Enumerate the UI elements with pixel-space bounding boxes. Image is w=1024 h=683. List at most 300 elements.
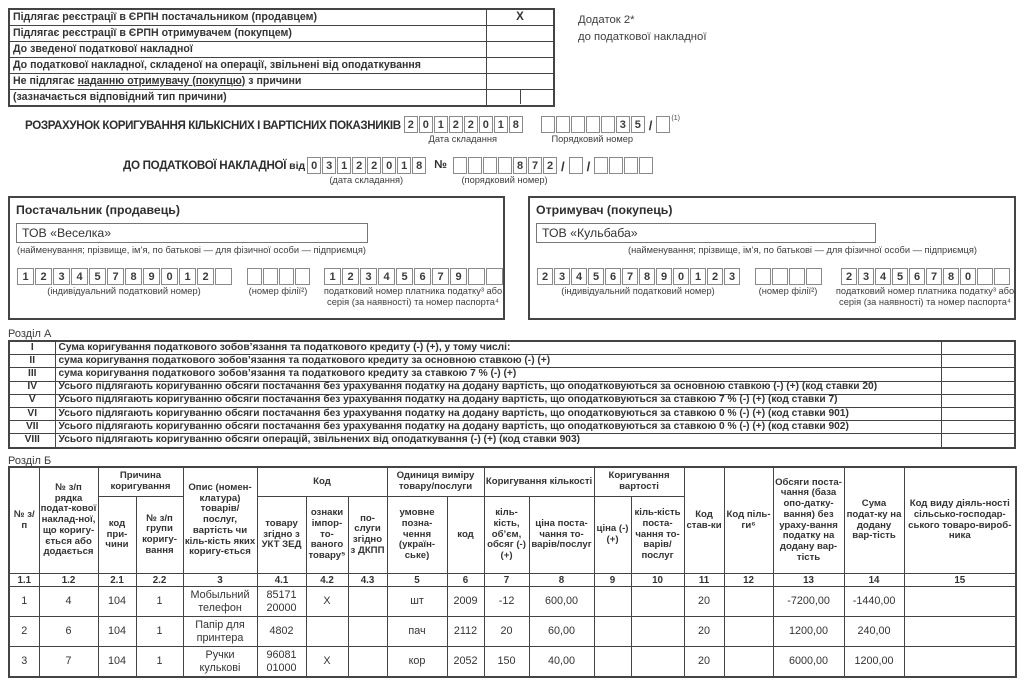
- header-reason-code: код при-чини: [98, 497, 136, 574]
- table-row: [9, 434, 1015, 448]
- document-title-row: [25, 116, 680, 144]
- invoice-reference-row: [123, 157, 653, 185]
- table-cell: 1200,00: [844, 647, 904, 678]
- composition-date-field: [403, 116, 523, 144]
- table-cell: 1200,00: [773, 617, 844, 647]
- table-cell: 9: [594, 574, 631, 587]
- table-cell: [631, 617, 684, 647]
- digit-box: 2: [543, 157, 557, 174]
- serial-number-boxes: [540, 116, 645, 133]
- digit-box: 2: [841, 268, 857, 285]
- digit-box: [486, 268, 503, 285]
- table-cell: VII: [9, 421, 55, 434]
- table-cell: Усього підлягають коригуванню обсяги постачання без урахування податку на додану вартість, що оподатковуються за ставкою 0 % (-) (+) (код ставки 902): [55, 421, 941, 434]
- digit-box: 7: [622, 268, 638, 285]
- supplier-ipn-label: (індивідуальний податковий номер): [47, 286, 201, 296]
- table-cell: 4.3: [348, 574, 387, 587]
- digit-box: 1: [397, 157, 411, 174]
- digit-box: [977, 268, 993, 285]
- table-cell: 13: [773, 574, 844, 587]
- table-cell: 104: [98, 617, 136, 647]
- table-cell: I: [9, 341, 55, 355]
- table-cell: [904, 647, 1016, 678]
- invoice-serial-label: (порядковий номер): [461, 175, 548, 185]
- digit-box: 5: [396, 268, 413, 285]
- slash-separator: /: [561, 159, 565, 174]
- table-cell: [594, 647, 631, 678]
- table-cell: [941, 381, 1015, 394]
- table-cell: 150: [484, 647, 529, 678]
- header-value-group: Коригування вартості: [594, 467, 684, 497]
- supplier-passport-label: податковий номер платника податку³ або серія (за наявності) та номер паспорта⁴: [323, 286, 503, 307]
- header-code-group: Код: [257, 467, 387, 497]
- supplier-title: Постачальник (продавець): [16, 203, 180, 217]
- invoice-date-label: (дата складання): [329, 175, 404, 185]
- header-no: № з/п: [9, 467, 39, 574]
- digit-box: [541, 116, 555, 133]
- buyer-name-field: ТОВ «Кульбаба»: [536, 223, 876, 243]
- table-cell: [904, 617, 1016, 647]
- digit-box: 9: [450, 268, 467, 285]
- checklist-label: До податкової накладної, складеної на операції, звільнені від оподаткування: [9, 58, 487, 74]
- table-cell: 5: [387, 574, 447, 587]
- checklist-label: Підлягає реєстрації в ЄРПН отримувачем (покупцем): [9, 26, 487, 42]
- digit-box: [656, 116, 670, 133]
- digit-box: 8: [639, 268, 655, 285]
- digit-box: [569, 157, 583, 174]
- table-cell: 6000,00: [773, 647, 844, 678]
- header-unit-group: Одиниця виміру товару/послуги: [387, 467, 484, 497]
- appendix-note: [578, 12, 706, 46]
- header-code-dkpp: по-слуги згідно з ДКПП: [348, 497, 387, 574]
- table-cell: [724, 587, 773, 617]
- section-b-header: [9, 467, 1016, 574]
- header-reason-group: Причина коригування: [98, 467, 183, 497]
- table-cell: кор: [387, 647, 447, 678]
- checklist-row: [9, 42, 554, 58]
- table-cell: 6: [447, 574, 484, 587]
- digit-box: 4: [71, 268, 88, 285]
- supplier-branch-label: (номер філії²): [248, 286, 308, 296]
- table-cell: Сума коригування податкового зобов’язання та податкового кредиту (-) (+), у тому числі:: [55, 341, 941, 355]
- digit-box: [624, 157, 638, 174]
- digit-box: 9: [143, 268, 160, 285]
- table-cell: Ручки кулькові: [183, 647, 257, 678]
- table-row: [9, 647, 1016, 678]
- table-cell: 2.2: [136, 574, 183, 587]
- table-cell: 1: [9, 587, 39, 617]
- digit-box: [806, 268, 822, 285]
- table-cell: сума коригування податкового зобов’язання та податкового кредиту за ставкою 7 % (-) (+): [55, 368, 941, 381]
- digit-box: 2: [707, 268, 723, 285]
- digit-box: [571, 116, 585, 133]
- invoice-serial-field: [452, 157, 557, 185]
- digit-box: 6: [909, 268, 925, 285]
- digit-box: [586, 116, 600, 133]
- serial-suffix-box: [655, 116, 670, 133]
- digit-box: 3: [724, 268, 740, 285]
- checklist-checkbox: X: [487, 9, 555, 26]
- table-cell: VIII: [9, 434, 55, 448]
- header-description: Опис (номен-клатура) товарів/послуг, вартість чи кіль-кість яких коригу-ється: [183, 467, 257, 574]
- table-cell: 240,00: [844, 617, 904, 647]
- table-cell: 7: [484, 574, 529, 587]
- table-cell: 10: [631, 574, 684, 587]
- table-cell: 1: [136, 647, 183, 678]
- supplier-section: [8, 196, 505, 320]
- buyer-ipn-label: (індивідуальний податковий номер): [561, 286, 715, 296]
- serial-number-label: Порядковий номер: [551, 134, 634, 144]
- digit-box: 2: [404, 116, 418, 133]
- digit-box: 7: [926, 268, 942, 285]
- table-cell: 600,00: [529, 587, 594, 617]
- table-cell: 1: [136, 617, 183, 647]
- document-title: РОЗРАХУНОК КОРИГУВАННЯ КІЛЬКІСНИХ І ВАРТІСНИХ ПОКАЗНИКІВ: [25, 119, 401, 132]
- digit-box: 6: [414, 268, 431, 285]
- buyer-title: Отримувач (покупець): [536, 203, 673, 217]
- table-cell: 11: [684, 574, 724, 587]
- table-cell: [941, 407, 1015, 420]
- checklist-checkbox: [487, 58, 555, 74]
- table-cell: сума коригування податкового зобов’язання та податкового кредиту за основною ставкою (-) (+): [55, 355, 941, 368]
- checklist-label: Не підлягає наданню отримувачу (покупцю) з причини: [9, 74, 487, 90]
- digit-box: 5: [631, 116, 645, 133]
- digit-box: 2: [537, 268, 553, 285]
- table-cell: 96081 01000: [257, 647, 306, 678]
- header-activity: Код виду діяль-ності сільсько-господар-ського товаро-вироб-ника: [904, 467, 1016, 574]
- table-cell: Мобыльний телефон: [183, 587, 257, 617]
- table-row: [9, 341, 1015, 355]
- checklist-row: [9, 74, 554, 90]
- digit-box: 6: [605, 268, 621, 285]
- header-unit-code: код: [447, 497, 484, 574]
- table-cell: 3: [9, 647, 39, 678]
- digit-box: 8: [513, 157, 527, 174]
- header-code-ukt: товару згідно з УКТ ЗЕД: [257, 497, 306, 574]
- table-cell: VI: [9, 407, 55, 420]
- table-cell: II: [9, 355, 55, 368]
- digit-box: [215, 268, 232, 285]
- digit-box: [295, 268, 310, 285]
- digit-box: 3: [322, 157, 336, 174]
- digit-box: [468, 157, 482, 174]
- table-cell: 4.1: [257, 574, 306, 587]
- digit-box: 4: [875, 268, 891, 285]
- digit-box: 4: [571, 268, 587, 285]
- buyer-name-hint: (найменування; прізвище, ім’я, по батькові — для фізичної особи — підприємця): [628, 245, 977, 255]
- section-b-table: [8, 466, 1017, 678]
- table-cell: [594, 617, 631, 647]
- header-qty-price: ціна поста-чання то-варів/послуг: [529, 497, 594, 574]
- digit-box: 1: [690, 268, 706, 285]
- digit-box: [772, 268, 788, 285]
- header-reason-group-no: № з/п групи коригу-вання: [136, 497, 183, 574]
- checklist-label: До зведеної податкової накладної: [9, 42, 487, 58]
- table-cell: 60,00: [529, 617, 594, 647]
- checklist-row: [9, 90, 554, 107]
- table-row: [9, 394, 1015, 407]
- table-cell: [348, 617, 387, 647]
- table-cell: -7200,00: [773, 587, 844, 617]
- digit-box: 1: [17, 268, 34, 285]
- table-row: [9, 368, 1015, 381]
- header-rate: Код став-ки: [684, 467, 724, 574]
- table-cell: 12: [724, 574, 773, 587]
- table-cell: 20: [684, 647, 724, 678]
- digit-box: [483, 157, 497, 174]
- section-a-label: Розділ А: [8, 328, 52, 340]
- section-b-label: Розділ Б: [8, 455, 52, 467]
- checklist-label: (зазначається відповідний тип причини): [9, 90, 487, 107]
- buyer-ipn-field: [536, 268, 740, 296]
- table-cell: [724, 647, 773, 678]
- invoice-ref-from: від: [289, 160, 306, 172]
- table-cell: [941, 341, 1015, 355]
- header-vat: Сума подат-ку на додану вар-тість: [844, 467, 904, 574]
- checklist-row: [9, 26, 554, 42]
- table-cell: шт: [387, 587, 447, 617]
- slash-separator: /: [586, 159, 591, 174]
- digit-box: 8: [509, 116, 523, 133]
- table-cell: [941, 368, 1015, 381]
- table-cell: 8: [529, 574, 594, 587]
- digit-box: 3: [858, 268, 874, 285]
- table-cell: 104: [98, 647, 136, 678]
- digit-box: 2: [342, 268, 359, 285]
- table-cell: 2112: [447, 617, 484, 647]
- table-cell: Усього підлягають коригуванню обсяги постачання без урахування податку на додану вартість, що оподатковуються за основною ставкою (-) (+) (код ставки 20): [55, 381, 941, 394]
- digit-box: 0: [673, 268, 689, 285]
- header-qty-amount: кіль-кість, об’єм, обсяг (-) (+): [484, 497, 529, 574]
- buyer-branch-field: [754, 268, 822, 296]
- header-code-import: ознаки імпор-то-ваного товару⁵: [306, 497, 348, 574]
- supplier-passport-boxes: [323, 268, 503, 285]
- digit-box: [279, 268, 294, 285]
- cause-type-cell: [487, 90, 555, 107]
- table-cell: 4: [39, 587, 98, 617]
- digit-box: 0: [479, 116, 493, 133]
- table-cell: [348, 587, 387, 617]
- digit-box: [594, 157, 608, 174]
- digit-box: 1: [494, 116, 508, 133]
- composition-date-boxes: [403, 116, 523, 133]
- table-cell: 2052: [447, 647, 484, 678]
- table-cell: 2009: [447, 587, 484, 617]
- header-value-qty: кіль-кість поста-чання то-варів/послуг: [631, 497, 684, 574]
- digit-box: 8: [412, 157, 426, 174]
- table-cell: 40,00: [529, 647, 594, 678]
- invoice-date-boxes: [306, 157, 426, 174]
- header-unit-name: умовне позна-чення (україн-ське): [387, 497, 447, 574]
- supplier-numbers-row: [16, 268, 503, 308]
- table-cell: 2.1: [98, 574, 136, 587]
- header-row-no: № з/п рядка подат-кової наклад-ної, що коригу-ється або додається: [39, 467, 98, 574]
- table-cell: X: [306, 647, 348, 678]
- digit-box: 2: [352, 157, 366, 174]
- table-cell: 4802: [257, 617, 306, 647]
- checklist-checkbox: [487, 26, 555, 42]
- table-cell: 15: [904, 574, 1016, 587]
- table-row: [9, 574, 1016, 587]
- footnote-marker: (1): [671, 115, 680, 122]
- header-qty-group: Коригування кількості: [484, 467, 594, 497]
- buyer-numbers-row: [536, 268, 1014, 308]
- table-cell: 1.2: [39, 574, 98, 587]
- digit-box: 0: [307, 157, 321, 174]
- table-cell: [594, 587, 631, 617]
- buyer-passport-field: [834, 268, 1016, 308]
- table-cell: Папір для принтера: [183, 617, 257, 647]
- digit-box: 0: [161, 268, 178, 285]
- table-cell: 14: [844, 574, 904, 587]
- buyer-branch-label: (номер філії²): [758, 286, 818, 296]
- digit-box: [468, 268, 485, 285]
- supplier-ipn-field: [16, 268, 232, 296]
- digit-box: 3: [360, 268, 377, 285]
- digit-box: [639, 157, 653, 174]
- table-cell: 20: [684, 617, 724, 647]
- table-cell: 20: [684, 587, 724, 617]
- table-cell: [631, 647, 684, 678]
- digit-box: 1: [434, 116, 448, 133]
- table-row: [9, 381, 1015, 394]
- invoice-extra-boxes: [593, 157, 653, 174]
- digit-box: [789, 268, 805, 285]
- table-cell: IV: [9, 381, 55, 394]
- digit-box: 8: [125, 268, 142, 285]
- table-cell: -1440,00: [844, 587, 904, 617]
- buyer-ipn-boxes: [536, 268, 740, 285]
- appendix-title: Додаток 2*: [578, 14, 635, 26]
- table-cell: Усього підлягають коригуванню обсяги постачання без урахування податку на додану вартість, що оподатковуються за ставкою 7 % (-) (+) (код ставки 7): [55, 394, 941, 407]
- supplier-branch-field: [246, 268, 310, 296]
- table-cell: [348, 647, 387, 678]
- checklist-label: Підлягає реєстрації в ЄРПН постачальником (продавцем): [9, 9, 487, 26]
- digit-box: [609, 157, 623, 174]
- table-cell: [941, 355, 1015, 368]
- table-cell: 4.2: [306, 574, 348, 587]
- supplier-branch-boxes: [246, 268, 310, 285]
- registration-checklist: [8, 8, 555, 107]
- table-cell: 2: [9, 617, 39, 647]
- header-volume: Обсяги поста-чання (база опо-датку-вання) без ураху-вання податку на додану вар-тість: [773, 467, 844, 574]
- digit-box: 2: [449, 116, 463, 133]
- digit-box: 0: [382, 157, 396, 174]
- digit-box: [247, 268, 262, 285]
- table-cell: Усього підлягають коригуванню обсяги постачання без урахування податку на додану вартість, що оподатковуються за ставкою 0 % (-) (+) (код ставки 901): [55, 407, 941, 420]
- digit-box: 2: [464, 116, 478, 133]
- digit-box: 0: [960, 268, 976, 285]
- table-cell: 1: [136, 587, 183, 617]
- table-cell: [306, 617, 348, 647]
- checklist-checkbox: [487, 74, 555, 90]
- table-cell: [631, 587, 684, 617]
- table-cell: 3: [183, 574, 257, 587]
- digit-box: [556, 116, 570, 133]
- buyer-passport-boxes: [840, 268, 1010, 285]
- table-cell: 20: [484, 617, 529, 647]
- digit-box: [453, 157, 467, 174]
- table-cell: -12: [484, 587, 529, 617]
- table-cell: 1.1: [9, 574, 39, 587]
- table-cell: [724, 617, 773, 647]
- header-benefit: Код піль-ги⁶: [724, 467, 773, 574]
- table-row: [9, 355, 1015, 368]
- table-cell: X: [306, 587, 348, 617]
- appendix-subtitle: до податкової накладної: [578, 30, 707, 43]
- digit-box: 3: [53, 268, 70, 285]
- slash-separator: /: [648, 118, 653, 133]
- table-cell: пач: [387, 617, 447, 647]
- header-value-price: ціна (-) (+): [594, 497, 631, 574]
- digit-box: [994, 268, 1010, 285]
- table-cell: 6: [39, 617, 98, 647]
- table-row: [9, 421, 1015, 434]
- table-row: [9, 587, 1016, 617]
- digit-box: 1: [337, 157, 351, 174]
- checklist-checkbox: [487, 42, 555, 58]
- table-cell: 104: [98, 587, 136, 617]
- table-cell: Усього підлягають коригуванню обсяги операцій, звільнених від оподаткування (-) (+) (код ставки 903): [55, 434, 941, 448]
- supplier-passport-field: [322, 268, 504, 308]
- composition-date-label: Дата складання: [428, 134, 498, 144]
- checklist-row: [9, 9, 554, 26]
- buyer-branch-boxes: [754, 268, 822, 285]
- table-cell: 7: [39, 647, 98, 678]
- digit-box: [498, 157, 512, 174]
- number-sign: №: [434, 159, 448, 171]
- supplier-name-hint: (найменування; прізвище, ім’я, по батькові — для фізичної особи — підприємця): [17, 245, 366, 255]
- checklist-row: [9, 58, 554, 74]
- digit-box: [263, 268, 278, 285]
- cause-type-box-2: [521, 90, 554, 104]
- digit-box: 9: [656, 268, 672, 285]
- digit-box: 7: [432, 268, 449, 285]
- buyer-section: [528, 196, 1016, 320]
- invoice-serial-boxes: [452, 157, 557, 174]
- digit-box: 1: [179, 268, 196, 285]
- digit-box: 5: [892, 268, 908, 285]
- digit-box: 2: [367, 157, 381, 174]
- serial-number-field: [540, 116, 645, 144]
- digit-box: 5: [89, 268, 106, 285]
- table-row: [9, 617, 1016, 647]
- table-cell: [941, 434, 1015, 448]
- digit-box: [601, 116, 615, 133]
- invoice-branch-box: [568, 157, 583, 174]
- invoice-ref-title: ДО ПОДАТКОВОЇ НАКЛАДНОЇ: [123, 159, 287, 172]
- section-a-table: [8, 340, 1016, 449]
- table-cell: III: [9, 368, 55, 381]
- digit-box: [755, 268, 771, 285]
- digit-box: 5: [588, 268, 604, 285]
- digit-box: 1: [324, 268, 341, 285]
- supplier-ipn-boxes: [16, 268, 232, 285]
- digit-box: 7: [107, 268, 124, 285]
- digit-box: 2: [35, 268, 52, 285]
- digit-box: 0: [419, 116, 433, 133]
- digit-box: 2: [197, 268, 214, 285]
- digit-box: 4: [378, 268, 395, 285]
- table-cell: [941, 394, 1015, 407]
- table-cell: [941, 421, 1015, 434]
- table-cell: V: [9, 394, 55, 407]
- table-row: [9, 407, 1015, 420]
- digit-box: 8: [943, 268, 959, 285]
- digit-box: 3: [616, 116, 630, 133]
- cause-type-box-1: [487, 90, 521, 104]
- supplier-name-field: ТОВ «Веселка»: [16, 223, 368, 243]
